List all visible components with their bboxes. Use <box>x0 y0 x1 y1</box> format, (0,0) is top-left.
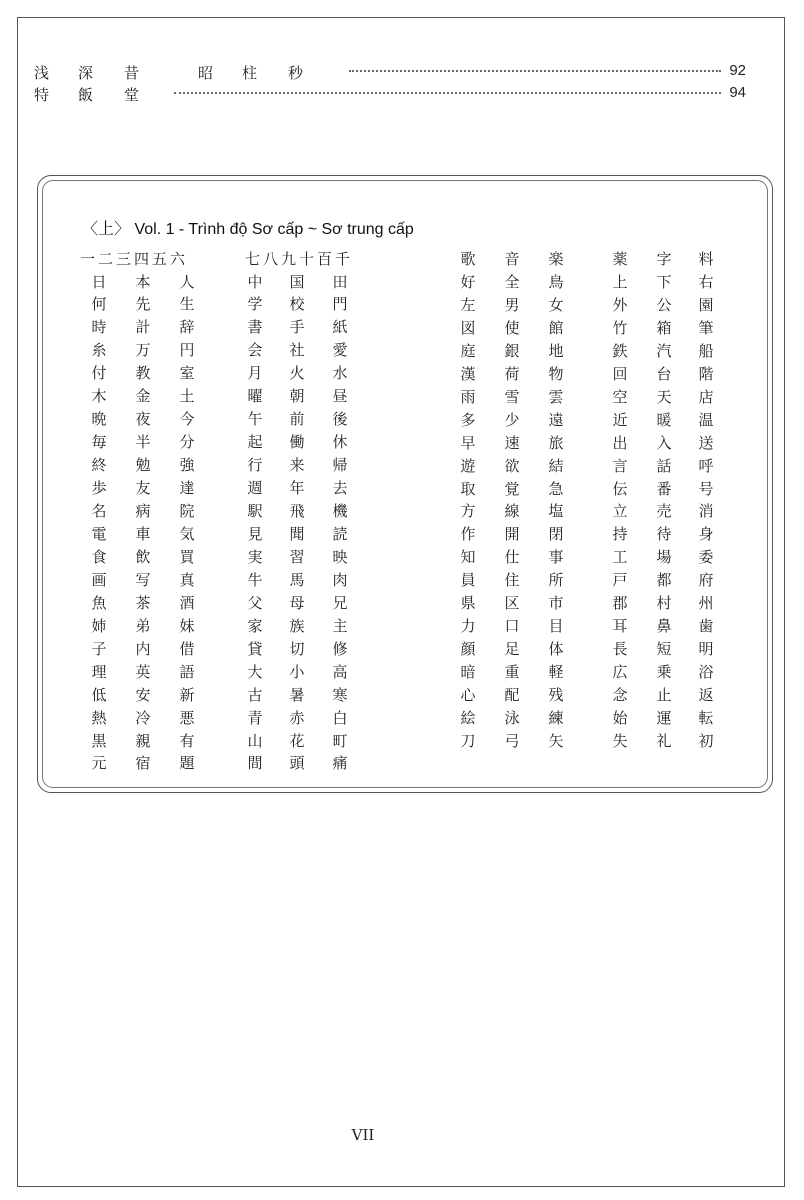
kanji-cell: 軽 <box>548 663 564 682</box>
kanji-cell: 夜 <box>135 410 151 429</box>
kanji-cell: 山 <box>247 731 263 750</box>
kanji-cell: 所 <box>548 571 564 590</box>
kanji-cell: 勉 <box>135 456 151 475</box>
toc-leader-dots <box>349 60 721 72</box>
kanji-cell: 糸 <box>91 341 107 360</box>
kanji-cell: 画 <box>91 570 107 589</box>
kanji-cell: 晩 <box>91 410 107 429</box>
kanji-cell: 読 <box>332 524 348 543</box>
kanji-cell: 早 <box>460 433 476 452</box>
kanji-cell: 浴 <box>698 663 714 682</box>
kanji-cell: 伝 <box>612 479 628 498</box>
kanji-cell: 配 <box>504 686 520 705</box>
kanji-cell: 昼 <box>332 387 348 406</box>
kanji-cell: 主 <box>332 616 348 635</box>
kanji-cell: 気 <box>179 524 195 543</box>
kanji-cell: 町 <box>332 731 348 750</box>
kanji-cell: 午 <box>247 410 263 429</box>
kanji-cell: 古 <box>247 685 263 704</box>
kanji-cell: 右 <box>698 272 714 291</box>
kanji-cell: 旅 <box>548 433 564 452</box>
kanji-cell: 売 <box>656 502 672 521</box>
kanji-cell: 府 <box>698 571 714 590</box>
kanji-cell: 薬 <box>612 250 628 268</box>
kanji-cell: 中 <box>247 272 263 291</box>
kanji-cell: 遠 <box>548 410 564 429</box>
kanji-cell: 雨 <box>460 387 476 406</box>
kanji-cell: 肉 <box>332 570 348 589</box>
kanji-cell: 飲 <box>135 547 151 566</box>
kanji-cell: 線 <box>504 502 520 521</box>
kanji-cell: 悪 <box>179 708 195 727</box>
kanji-cell: 駅 <box>247 502 263 520</box>
kanji-cell: 多 <box>460 410 476 429</box>
kanji-cell: 小 <box>289 662 305 681</box>
kanji-cell: 転 <box>698 709 714 727</box>
kanji-cell: 姉 <box>91 616 107 635</box>
kanji-cell: 切 <box>289 639 305 658</box>
kanji-cell: 年 <box>289 479 305 498</box>
kanji-cell: 高 <box>332 662 348 681</box>
kanji-cell: 下 <box>656 272 672 291</box>
kanji-cell: 荷 <box>504 364 520 383</box>
toc-kanji: 特 <box>34 86 50 104</box>
toc-leader-dots <box>174 82 721 94</box>
kanji-cell: 辞 <box>179 318 195 337</box>
toc-kanji: 柱 <box>242 64 258 82</box>
kanji-cell: 後 <box>332 410 348 429</box>
kanji-cell: 分 <box>179 433 195 452</box>
kanji-cell: 火 <box>289 364 305 383</box>
kanji-cell: 場 <box>656 548 672 567</box>
kanji-cell: 歩 <box>91 479 107 498</box>
kanji-cell: 白 <box>332 708 348 727</box>
kanji-cell: 筆 <box>698 318 714 337</box>
kanji-cell: 温 <box>698 410 714 429</box>
kanji-cell: 取 <box>460 479 476 498</box>
kanji-cell: 料 <box>698 250 714 268</box>
kanji-cell: 言 <box>612 456 628 475</box>
toc-page-number: 92 <box>729 62 746 79</box>
kanji-cell: 理 <box>91 662 107 681</box>
kanji-cell: 今 <box>179 410 195 429</box>
kanji-cell: 金 <box>135 387 151 406</box>
kanji-cell: 買 <box>179 547 195 566</box>
kanji-cell: 英 <box>135 662 151 681</box>
kanji-cell: 暖 <box>656 410 672 429</box>
kanji-cell: 乗 <box>656 663 672 682</box>
kanji-cell: 持 <box>612 525 628 544</box>
kanji-cell: 鳥 <box>548 272 564 291</box>
kanji-cell: 水 <box>332 364 348 383</box>
kanji-cell: 黒 <box>91 731 107 750</box>
kanji-cell: 立 <box>612 502 628 521</box>
kanji-cell: 号 <box>698 479 714 498</box>
kanji-cell: 暗 <box>460 663 476 682</box>
kanji-cell: 弟 <box>135 616 151 635</box>
kanji-cell: 紙 <box>332 318 348 337</box>
kanji-cell: 委 <box>698 548 714 567</box>
kanji-cell: 庭 <box>460 341 476 360</box>
kanji-cell: 左 <box>460 295 476 314</box>
kanji-cell: 絵 <box>460 709 476 727</box>
kanji-cell: 作 <box>460 525 476 544</box>
kanji-cell: 元 <box>91 754 107 773</box>
kanji-cell: 会 <box>247 341 263 360</box>
kanji-cell: 急 <box>548 479 564 498</box>
kanji-cell: 遊 <box>460 456 476 475</box>
kanji-cell: 低 <box>91 685 107 704</box>
kanji-cell: 目 <box>548 617 564 636</box>
kanji-cell: 愛 <box>332 341 348 360</box>
kanji-cell: 物 <box>548 364 564 383</box>
kanji-cell: 園 <box>698 295 714 314</box>
kanji-cell: 子 <box>91 639 107 658</box>
kanji-cell: 牛 <box>247 570 263 589</box>
kanji-cell: 返 <box>698 686 714 705</box>
kanji-cell: 体 <box>548 640 564 659</box>
kanji-cell: 公 <box>656 295 672 314</box>
kanji-cell: 村 <box>656 594 672 613</box>
kanji-cell: 銀 <box>504 341 520 360</box>
number-kanji-row: 一二三四五六 <box>80 250 189 268</box>
kanji-cell: 心 <box>460 686 476 705</box>
kanji-cell: 階 <box>698 364 714 383</box>
kanji-cell: 国 <box>289 272 305 291</box>
kanji-cell: 飛 <box>289 502 305 520</box>
kanji-cell: 有 <box>179 731 195 750</box>
kanji-cell: 親 <box>135 731 151 750</box>
kanji-cell: 止 <box>656 686 672 705</box>
kanji-cell: 消 <box>698 502 714 521</box>
kanji-cell: 時 <box>91 318 107 337</box>
kanji-cell: 船 <box>698 341 714 360</box>
kanji-cell: 台 <box>656 364 672 383</box>
kanji-cell: 歯 <box>698 617 714 636</box>
kanji-cell: 本 <box>135 272 151 291</box>
kanji-cell: 結 <box>548 456 564 475</box>
kanji-cell: 習 <box>289 547 305 566</box>
kanji-cell: 内 <box>135 639 151 658</box>
kanji-cell: 学 <box>247 295 263 314</box>
kanji-cell: 熱 <box>91 708 107 727</box>
kanji-cell: 地 <box>548 341 564 360</box>
kanji-cell: 竹 <box>612 318 628 337</box>
kanji-cell: 練 <box>548 709 564 727</box>
kanji-cell: 身 <box>698 525 714 544</box>
kanji-cell: 口 <box>504 617 520 636</box>
kanji-cell: 長 <box>612 640 628 659</box>
kanji-cell: 欲 <box>504 456 520 475</box>
kanji-cell: 事 <box>548 548 564 567</box>
kanji-cell: 強 <box>179 456 195 475</box>
kanji-cell: 馬 <box>289 570 305 589</box>
kanji-cell: 写 <box>135 570 151 589</box>
kanji-cell: 映 <box>332 547 348 566</box>
kanji-cell: 市 <box>548 594 564 613</box>
kanji-cell: 働 <box>289 433 305 452</box>
kanji-cell: 室 <box>179 364 195 383</box>
kanji-cell: 覚 <box>504 479 520 498</box>
kanji-cell: 県 <box>460 594 476 613</box>
kanji-cell: 汽 <box>656 341 672 360</box>
kanji-cell: 送 <box>698 433 714 452</box>
kanji-cell: 雪 <box>504 387 520 406</box>
kanji-cell: 始 <box>612 709 628 727</box>
kanji-cell: 員 <box>460 571 476 590</box>
kanji-cell: 上 <box>612 272 628 291</box>
kanji-cell: 宿 <box>135 754 151 773</box>
kanji-cell: 字 <box>656 250 672 268</box>
kanji-cell: 人 <box>179 272 195 291</box>
kanji-cell: 月 <box>247 364 263 383</box>
kanji-cell: 失 <box>612 731 628 750</box>
kanji-cell: 間 <box>247 754 263 773</box>
kanji-cell: 茶 <box>135 593 151 612</box>
kanji-cell: 刀 <box>460 731 476 750</box>
kanji-cell: 友 <box>135 479 151 498</box>
kanji-cell: 寒 <box>332 685 348 704</box>
kanji-cell: 郡 <box>612 594 628 613</box>
kanji-cell: 魚 <box>91 593 107 612</box>
kanji-cell: 車 <box>135 524 151 543</box>
kanji-cell: 毎 <box>91 433 107 452</box>
kanji-cell: 母 <box>289 593 305 612</box>
kanji-cell: 館 <box>548 318 564 337</box>
kanji-cell: 箱 <box>656 318 672 337</box>
kanji-cell: 使 <box>504 318 520 337</box>
kanji-cell: 族 <box>289 616 305 635</box>
kanji-cell: 食 <box>91 547 107 566</box>
kanji-cell: 礼 <box>656 731 672 750</box>
kanji-cell: 修 <box>332 639 348 658</box>
kanji-cell: 週 <box>247 479 263 498</box>
kanji-cell: 男 <box>504 295 520 314</box>
kanji-cell: 去 <box>332 479 348 498</box>
kanji-cell: 安 <box>135 685 151 704</box>
kanji-cell: 少 <box>504 410 520 429</box>
kanji-list-title: 〈上〉 Vol. 1 - Trình độ Sơ cấp ~ Sơ trung cấp <box>82 221 414 238</box>
kanji-cell: 初 <box>698 731 714 750</box>
kanji-cell: 重 <box>504 663 520 682</box>
kanji-cell: 弓 <box>504 731 520 750</box>
kanji-cell: 帰 <box>332 456 348 475</box>
kanji-cell: 円 <box>179 341 195 360</box>
kanji-cell: 病 <box>135 502 151 520</box>
kanji-cell: 閉 <box>548 525 564 544</box>
kanji-cell: 近 <box>612 410 628 429</box>
toc-kanji: 秒 <box>288 64 304 82</box>
kanji-cell: 空 <box>612 387 628 406</box>
kanji-cell: 泳 <box>504 709 520 727</box>
kanji-cell: 出 <box>612 433 628 452</box>
kanji-cell: 青 <box>247 708 263 727</box>
kanji-cell: 歌 <box>460 250 476 268</box>
kanji-cell: 州 <box>698 594 714 613</box>
kanji-cell: 知 <box>460 548 476 567</box>
kanji-cell: 女 <box>548 295 564 314</box>
kanji-cell: 先 <box>135 295 151 314</box>
kanji-cell: 短 <box>656 640 672 659</box>
kanji-cell: 田 <box>332 272 348 291</box>
kanji-cell: 行 <box>247 456 263 475</box>
kanji-cell: 酒 <box>179 593 195 612</box>
kanji-cell: 実 <box>247 547 263 566</box>
kanji-cell: 計 <box>135 318 151 337</box>
kanji-cell: 待 <box>656 525 672 544</box>
kanji-cell: 花 <box>289 731 305 750</box>
kanji-cell: 教 <box>135 364 151 383</box>
kanji-cell: 耳 <box>612 617 628 636</box>
kanji-cell: 名 <box>91 502 107 520</box>
kanji-cell: 終 <box>91 456 107 475</box>
kanji-cell: 矢 <box>548 731 564 750</box>
kanji-cell: 起 <box>247 433 263 452</box>
toc-page-number: 94 <box>729 84 746 101</box>
kanji-cell: 父 <box>247 593 263 612</box>
kanji-cell: 全 <box>504 272 520 291</box>
kanji-cell: 日 <box>91 272 107 291</box>
toc-kanji: 飯 <box>78 86 94 104</box>
kanji-cell: 貸 <box>247 639 263 658</box>
kanji-cell: 回 <box>612 364 628 383</box>
kanji-cell: 開 <box>504 525 520 544</box>
kanji-cell: 方 <box>460 502 476 521</box>
kanji-cell: 明 <box>698 640 714 659</box>
toc-entry[interactable] <box>34 62 746 82</box>
kanji-cell: 足 <box>504 640 520 659</box>
kanji-cell: 社 <box>289 341 305 360</box>
kanji-cell: 大 <box>247 662 263 681</box>
kanji-cell: 生 <box>179 295 195 314</box>
kanji-cell: 兄 <box>332 593 348 612</box>
toc-kanji: 昭 <box>198 64 214 82</box>
kanji-cell: 天 <box>656 387 672 406</box>
kanji-cell: 見 <box>247 524 263 543</box>
kanji-cell: 朝 <box>289 387 305 406</box>
kanji-cell: 万 <box>135 341 151 360</box>
kanji-cell: 外 <box>612 295 628 314</box>
toc-kanji: 昔 <box>124 64 140 82</box>
kanji-cell: 念 <box>612 686 628 705</box>
kanji-cell: 店 <box>698 387 714 406</box>
kanji-cell: 雲 <box>548 387 564 406</box>
kanji-cell: 新 <box>179 685 195 704</box>
kanji-cell: 番 <box>656 479 672 498</box>
kanji-cell: 真 <box>179 570 195 589</box>
kanji-cell: 書 <box>247 318 263 337</box>
kanji-cell: 何 <box>91 295 107 314</box>
kanji-cell: 赤 <box>289 708 305 727</box>
kanji-cell: 広 <box>612 663 628 682</box>
toc-kanji: 深 <box>78 64 94 82</box>
kanji-cell: 手 <box>289 318 305 337</box>
kanji-cell: 都 <box>656 571 672 590</box>
kanji-cell: 院 <box>179 502 195 520</box>
kanji-cell: 聞 <box>289 524 305 543</box>
toc-kanji: 堂 <box>124 86 140 104</box>
kanji-cell: 速 <box>504 433 520 452</box>
kanji-cell: 借 <box>179 639 195 658</box>
kanji-cell: 話 <box>656 456 672 475</box>
kanji-cell: 楽 <box>548 250 564 268</box>
kanji-cell: 木 <box>91 387 107 406</box>
kanji-cell: 区 <box>504 594 520 613</box>
kanji-cell: 顔 <box>460 640 476 659</box>
kanji-cell: 校 <box>289 295 305 314</box>
kanji-cell: 付 <box>91 364 107 383</box>
kanji-cell: 前 <box>289 410 305 429</box>
kanji-cell: 好 <box>460 272 476 291</box>
kanji-cell: 来 <box>289 456 305 475</box>
kanji-cell: 住 <box>504 571 520 590</box>
kanji-cell: 休 <box>332 433 348 452</box>
toc-entry[interactable] <box>34 84 746 104</box>
kanji-cell: 漢 <box>460 364 476 383</box>
kanji-cell: 達 <box>179 479 195 498</box>
kanji-cell: 冷 <box>135 708 151 727</box>
kanji-cell: 題 <box>179 754 195 773</box>
kanji-cell: 機 <box>332 502 348 520</box>
kanji-cell: 運 <box>656 709 672 727</box>
toc-kanji: 浅 <box>34 64 50 82</box>
kanji-cell: 語 <box>179 662 195 681</box>
kanji-cell: 暑 <box>289 685 305 704</box>
kanji-cell: 曜 <box>247 387 263 406</box>
kanji-cell: 鼻 <box>656 617 672 636</box>
page-folio: VII <box>351 1126 375 1144</box>
kanji-cell: 妹 <box>179 616 195 635</box>
kanji-cell: 呼 <box>698 456 714 475</box>
kanji-cell: 鉄 <box>612 341 628 360</box>
kanji-cell: 頭 <box>289 754 305 773</box>
kanji-cell: 図 <box>460 318 476 337</box>
kanji-cell: 戸 <box>612 571 628 590</box>
kanji-cell: 力 <box>460 617 476 636</box>
kanji-cell: 塩 <box>548 502 564 521</box>
kanji-cell: 家 <box>247 616 263 635</box>
kanji-cell: 残 <box>548 686 564 705</box>
kanji-cell: 工 <box>612 548 628 567</box>
kanji-cell: 仕 <box>504 548 520 567</box>
kanji-cell: 半 <box>135 433 151 452</box>
kanji-cell: 入 <box>656 433 672 452</box>
kanji-cell: 土 <box>179 387 195 406</box>
kanji-cell: 門 <box>332 295 348 314</box>
kanji-cell: 音 <box>504 250 520 268</box>
number-kanji-row: 七八九十百千 <box>245 250 354 268</box>
kanji-cell: 痛 <box>332 754 348 773</box>
kanji-cell: 電 <box>91 524 107 543</box>
